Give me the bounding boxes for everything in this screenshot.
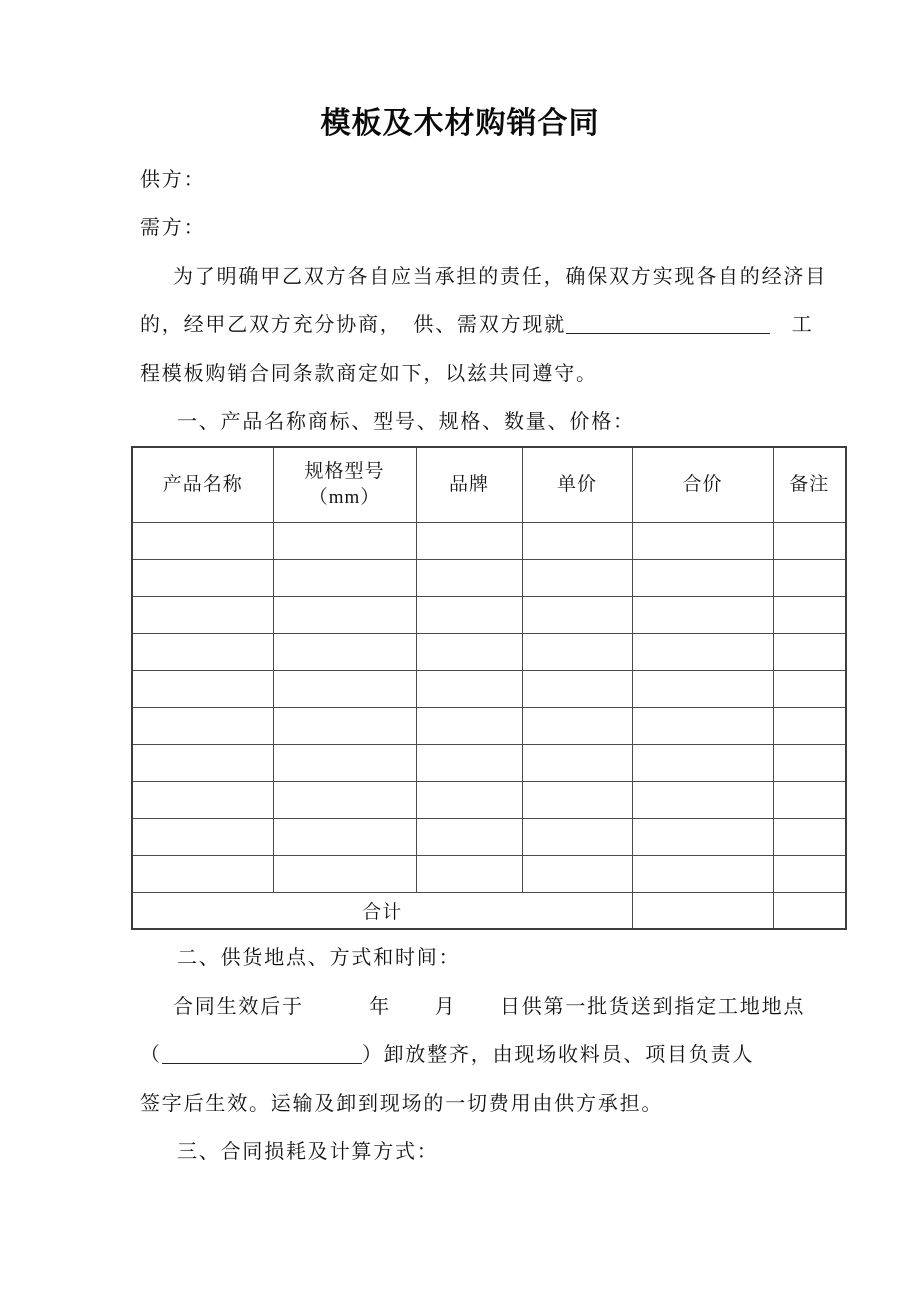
table-row <box>132 596 846 633</box>
table-row <box>132 744 846 781</box>
product-cell[interactable] <box>522 707 632 744</box>
section2-heading: 二、供货地点、方式和时间： <box>177 947 461 970</box>
product-cell[interactable] <box>416 707 522 744</box>
product-cell[interactable] <box>773 781 846 818</box>
product-cell[interactable] <box>632 855 773 892</box>
product-cell[interactable] <box>522 559 632 596</box>
table-row <box>132 707 846 744</box>
paren-open: （ <box>140 1044 162 1067</box>
delivery-location-blank-field[interactable] <box>162 1061 362 1064</box>
section2-line-2 <box>140 1031 845 1079</box>
product-cell[interactable] <box>416 559 522 596</box>
product-cell[interactable] <box>132 633 273 670</box>
product-cell[interactable] <box>273 707 416 744</box>
product-cell[interactable] <box>522 818 632 855</box>
product-cell[interactable] <box>773 744 846 781</box>
intro-line-2 <box>140 301 845 349</box>
product-cell[interactable] <box>273 781 416 818</box>
product-cell[interactable] <box>632 596 773 633</box>
table-row <box>132 670 846 707</box>
table-total-section <box>132 892 846 929</box>
header-spec-model: 规格型号 （mm） <box>273 447 416 522</box>
header-remarks: 备注 <box>773 447 846 522</box>
product-cell[interactable] <box>132 855 273 892</box>
product-cell[interactable] <box>773 855 846 892</box>
product-cell[interactable] <box>132 522 273 559</box>
product-cell[interactable] <box>632 781 773 818</box>
product-cell[interactable] <box>416 596 522 633</box>
product-cell[interactable] <box>522 522 632 559</box>
total-remarks-cell[interactable] <box>773 892 846 929</box>
product-cell[interactable] <box>632 744 773 781</box>
product-cell[interactable] <box>773 818 846 855</box>
product-cell[interactable] <box>132 559 273 596</box>
intro-line-3: 程模板购销合同条款商定如下，以兹共同遵守。 <box>140 362 598 385</box>
product-rows <box>132 522 846 892</box>
products-table-header <box>132 447 846 522</box>
header-total-price: 合价 <box>632 447 773 522</box>
document-title: 模板及木材购销合同 <box>320 107 600 140</box>
product-cell[interactable] <box>273 559 416 596</box>
product-cell[interactable] <box>773 633 846 670</box>
product-cell[interactable] <box>522 744 632 781</box>
section1-heading: 一、产品名称商标、型号、规格、数量、价格： <box>177 411 635 434</box>
product-cell[interactable] <box>132 744 273 781</box>
product-cell[interactable] <box>773 670 846 707</box>
product-cell[interactable] <box>632 633 773 670</box>
product-cell[interactable] <box>416 744 522 781</box>
total-price-cell[interactable] <box>632 892 773 929</box>
product-cell[interactable] <box>522 596 632 633</box>
intro-line-1: 为了明确甲乙双方各自应当承担的责任，确保双方实现各自的经济目 <box>173 265 827 288</box>
product-cell[interactable] <box>132 670 273 707</box>
supplier-line: 供方： <box>140 169 206 191</box>
buyer-line: 需方： <box>140 217 206 240</box>
product-cell[interactable] <box>522 670 632 707</box>
product-cell[interactable] <box>416 818 522 855</box>
product-cell[interactable] <box>273 633 416 670</box>
section3-heading: 三、合同损耗及计算方式： <box>177 1141 439 1164</box>
table-row <box>132 818 846 855</box>
product-cell[interactable] <box>416 670 522 707</box>
table-row <box>132 522 846 559</box>
header-spec-unit: （mm） <box>308 487 381 509</box>
product-cell[interactable] <box>273 818 416 855</box>
section2-line-1: 合同生效后于 年 月 日供第一批货送到指定工地地点 <box>173 995 806 1018</box>
table-row <box>132 633 846 670</box>
product-cell[interactable] <box>273 596 416 633</box>
section2-line-3: 签字后生效。运输及卸到现场的一切费用由供方承担。 <box>140 1092 664 1115</box>
product-cell[interactable] <box>273 522 416 559</box>
product-cell[interactable] <box>632 818 773 855</box>
table-row <box>132 855 846 892</box>
product-cell[interactable] <box>416 633 522 670</box>
product-cell[interactable] <box>416 855 522 892</box>
product-cell[interactable] <box>132 707 273 744</box>
total-row <box>132 892 846 929</box>
product-cell[interactable] <box>416 781 522 818</box>
product-cell[interactable] <box>522 781 632 818</box>
product-cell[interactable] <box>773 522 846 559</box>
product-cell[interactable] <box>632 522 773 559</box>
intro-line-2-text: 的，经甲乙双方充分协商， 供、需双方现就 <box>140 314 566 337</box>
product-cell[interactable] <box>632 559 773 596</box>
product-cell[interactable] <box>632 707 773 744</box>
product-cell[interactable] <box>132 781 273 818</box>
product-cell[interactable] <box>773 596 846 633</box>
project-name-blank-field[interactable] <box>566 331 770 334</box>
header-brand: 品牌 <box>416 447 522 522</box>
header-unit-price: 单价 <box>522 447 632 522</box>
product-cell[interactable] <box>416 522 522 559</box>
table-row <box>132 781 846 818</box>
product-cell[interactable] <box>632 670 773 707</box>
intro-line-2-tail: 工 <box>770 314 814 337</box>
product-cell[interactable] <box>522 633 632 670</box>
product-cell[interactable] <box>773 707 846 744</box>
product-cell[interactable] <box>273 855 416 892</box>
header-product-name: 产品名称 <box>132 447 273 522</box>
table-row <box>132 559 846 596</box>
product-cell[interactable] <box>273 670 416 707</box>
product-cell[interactable] <box>273 744 416 781</box>
product-cell[interactable] <box>522 855 632 892</box>
section2-line-2-tail: ）卸放整齐，由现场收料员、项目负责人 <box>361 1044 755 1067</box>
products-table <box>131 446 847 930</box>
product-cell[interactable] <box>773 559 846 596</box>
product-cell[interactable] <box>132 596 273 633</box>
product-cell[interactable] <box>132 818 273 855</box>
total-label-cell: 合计 <box>132 892 632 929</box>
